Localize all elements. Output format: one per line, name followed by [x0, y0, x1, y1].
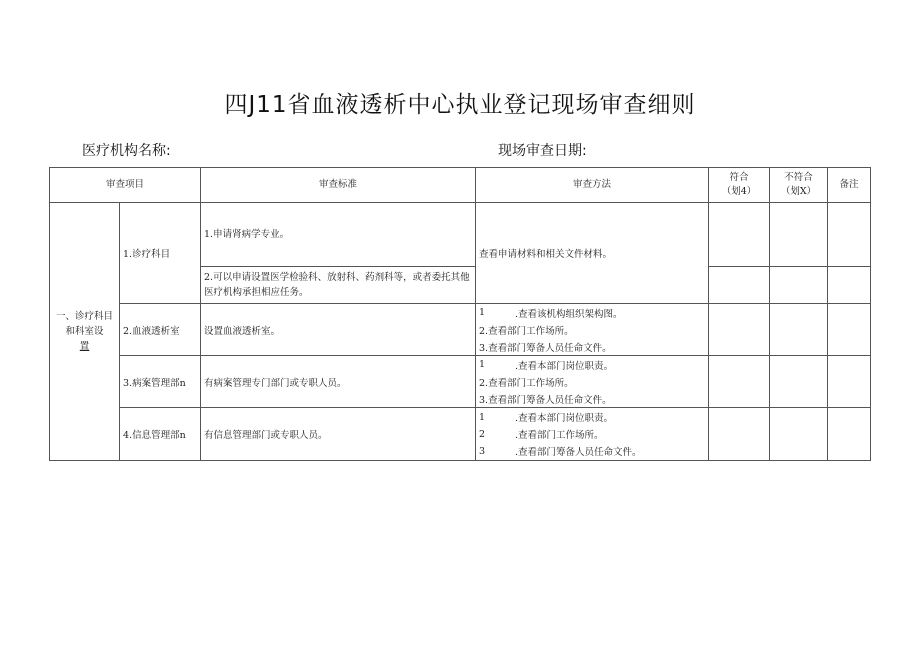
header-conform-line1: 符合: [729, 172, 749, 183]
item-cell: 3.病案管理部n: [120, 356, 201, 408]
method-number: 3: [479, 445, 486, 457]
method-cell: 查看申请材料和相关文件材料。: [476, 203, 709, 304]
method-text: 2.查看部门工作场所。: [479, 325, 574, 337]
section-cell: [50, 203, 120, 461]
nonconform-checkbox-cell[interactable]: [770, 267, 828, 304]
method-cell: [476, 304, 709, 356]
method-text: .查看部门筹备人员任命文件。: [515, 447, 642, 458]
nonconform-checkbox-cell[interactable]: [770, 356, 828, 408]
header-nonconform-line2: （划X）: [780, 186, 817, 197]
method-cell: [476, 356, 709, 408]
header-nonconform: [770, 168, 828, 203]
method-number: 1: [479, 411, 486, 423]
method-line: [479, 373, 705, 390]
standard-cell: 2.可以申请设置医学检验科、放射科、药剂科等，或者委托其他医疗机构承担相应任务。: [201, 267, 476, 304]
method-text: .查看本部门岗位职责。: [515, 360, 614, 372]
header-item: 审查项目: [50, 168, 201, 203]
method-text: 2.查看部门工作场所。: [479, 377, 574, 389]
header-conform-line2: （划4）: [721, 186, 757, 197]
conform-checkbox-cell[interactable]: [709, 267, 770, 304]
remark-cell[interactable]: [828, 267, 871, 304]
method-line: [479, 390, 705, 407]
section-title-line1: 一、诊疗科目: [55, 311, 113, 322]
document-title: 四J11省血液透析中心执业登记现场审查细则: [224, 92, 696, 118]
method-text: .查看部门工作场所。: [515, 430, 604, 441]
method-number: 1: [479, 307, 486, 318]
method-line: [479, 356, 705, 373]
method-number: 1: [479, 359, 486, 370]
header-remark: 备注: [828, 168, 871, 203]
method-text: 3.查看部门筹备人员任命文件。: [479, 342, 612, 354]
remark-cell[interactable]: [828, 203, 871, 267]
conform-checkbox-cell[interactable]: [709, 408, 770, 461]
remark-cell[interactable]: [828, 304, 871, 356]
section-title-line2: 和科室设: [65, 326, 104, 337]
item-cell: 2.血液透析室: [120, 304, 201, 356]
remark-cell[interactable]: [828, 408, 871, 461]
method-text: 3.查看部门筹备人员任命文件。: [479, 394, 612, 406]
table-row: [50, 304, 871, 356]
item-cell: 4.信息管理部n: [120, 408, 201, 461]
institution-name-label: 医疗机构名称:: [82, 143, 171, 159]
table-row: [50, 356, 871, 408]
method-text: .查看该机构组织架构图。: [515, 308, 623, 320]
section-title-line3: 置: [79, 341, 90, 352]
method-line: [479, 426, 705, 443]
method-line: [479, 338, 705, 355]
item-cell: 1.诊疗科目: [120, 203, 201, 304]
conform-checkbox-cell[interactable]: [709, 203, 770, 267]
review-date-label: 现场审查日期:: [498, 143, 587, 159]
method-line: [479, 321, 705, 338]
conform-checkbox-cell[interactable]: [709, 356, 770, 408]
standard-cell: 设置血液透析室。: [201, 304, 476, 356]
header-method: 审查方法: [476, 168, 709, 203]
method-line: [479, 304, 705, 321]
review-table: [49, 167, 871, 461]
header-conform: [709, 168, 770, 203]
standard-cell: 有病案管理专门部门或专职人员。: [201, 356, 476, 408]
nonconform-checkbox-cell[interactable]: [770, 408, 828, 461]
nonconform-checkbox-cell[interactable]: [770, 304, 828, 356]
standard-cell: 有信息管理部门或专职人员。: [201, 408, 476, 461]
header-row: [50, 168, 871, 203]
table-row: [50, 203, 871, 267]
remark-cell[interactable]: [828, 356, 871, 408]
method-line: [479, 443, 705, 460]
method-line: [479, 409, 705, 426]
nonconform-checkbox-cell[interactable]: [770, 203, 828, 267]
method-number: 2: [479, 428, 486, 440]
conform-checkbox-cell[interactable]: [709, 304, 770, 356]
method-cell: [476, 408, 709, 461]
table-row: [50, 408, 871, 461]
header-standard: 审查标准: [201, 168, 476, 203]
header-nonconform-line1: 不符合: [784, 172, 813, 183]
method-text: .查看本部门岗位职责。: [515, 413, 614, 424]
standard-cell: 1.申请肾病学专业。: [201, 203, 476, 267]
